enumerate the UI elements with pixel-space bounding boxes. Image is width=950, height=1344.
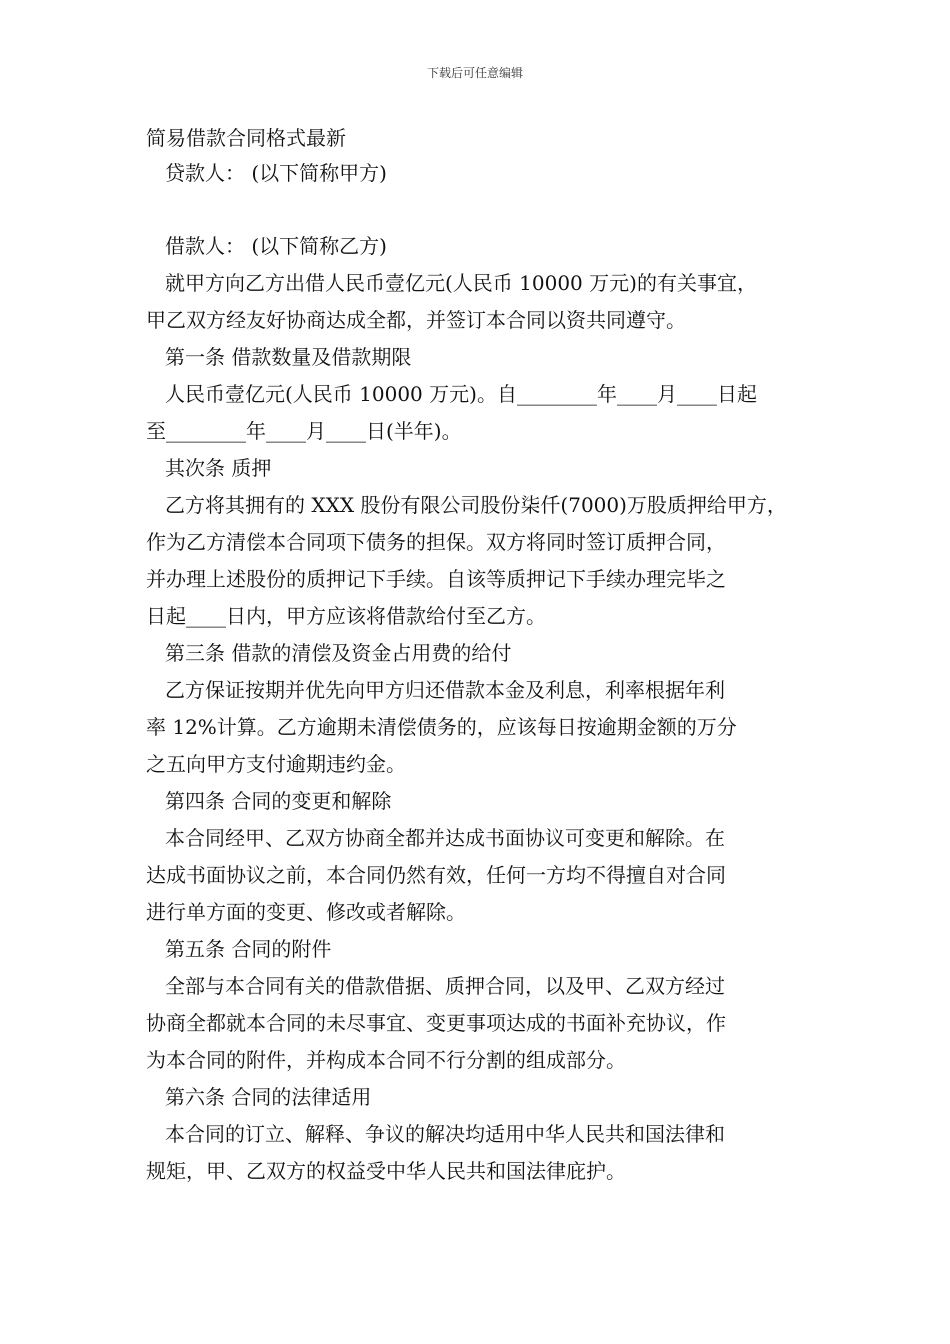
article-2-line: 并办理上述股份的质押记下手续。自该等质押记下手续办理完毕之	[146, 567, 726, 591]
article-6-line: 本合同的订立、解释、争议的解决均适用中华人民共和国法律和	[165, 1122, 725, 1146]
contract-document	[146, 121, 826, 1190]
article-3-line: 率 12%计算。乙方逾期未清偿债务的，应该每日按逾期金额的万分	[146, 715, 737, 739]
borrower-line: 借款人： (以下简称乙方)	[165, 234, 387, 258]
article-6-line: 规矩，甲、乙双方的权益受中华人民共和国法律庇护。	[146, 1159, 626, 1183]
article-5-line: 为本合同的附件，并构成本合同不行分割的组成部分。	[146, 1048, 626, 1072]
article-4-line: 本合同经甲、乙双方协商全都并达成书面协议可变更和解除。在	[165, 826, 725, 850]
page-header: 下载后可任意编辑	[426, 66, 523, 80]
preamble-line: 就甲方向乙方出借人民币壹亿元(人民币 10000 万元)的有关事宜，	[165, 271, 757, 295]
article-1-line: 人民币壹亿元(人民币 10000 万元)。自________年____月____日起	[165, 382, 757, 406]
article-2-line: 乙方将其拥有的 XXX 股份有限公司股份柒仟(7000)万股质押给甲方，	[165, 493, 787, 517]
article-2-line: 日起____日内，甲方应该将借款给付至乙方。	[146, 604, 546, 628]
article-5-title: 第五条 合同的附件	[165, 937, 332, 961]
blank-line	[146, 192, 826, 228]
article-5-line: 全部与本合同有关的借款借据、质押合同，以及甲、乙双方经过	[165, 974, 725, 998]
lender-line: 贷款人： (以下简称甲方)	[165, 161, 387, 185]
article-4-line: 达成书面协议之前，本合同仍然有效，任何一方均不得擅自对合同	[146, 863, 726, 887]
article-1-title: 第一条 借款数量及借款期限	[165, 345, 412, 369]
article-2-title: 其次条 质押	[165, 456, 272, 480]
article-3-line: 之五向甲方支付逾期违约金。	[146, 752, 406, 776]
article-5-line: 协商全都就本合同的未尽事宜、变更事项达成的书面补充协议，作	[146, 1011, 726, 1035]
article-6-title: 第六条 合同的法律适用	[165, 1085, 372, 1109]
article-3-title: 第三条 借款的清偿及资金占用费的给付	[165, 641, 512, 665]
article-4-line: 进行单方面的变更、修改或者解除。	[146, 900, 466, 924]
article-3-line: 乙方保证按期并优先向甲方归还借款本金及利息，利率根据年利	[165, 678, 725, 702]
article-2-line: 作为乙方清偿本合同项下债务的担保。双方将同时签订质押合同，	[146, 530, 726, 554]
article-1-line: 至________年____月____日(半年)。	[146, 419, 462, 443]
article-4-title: 第四条 合同的变更和解除	[165, 789, 392, 813]
preamble-line: 甲乙双方经友好协商达成全都，并签订本合同以资共同遵守。	[146, 308, 686, 332]
document-title: 简易借款合同格式最新	[146, 126, 346, 150]
